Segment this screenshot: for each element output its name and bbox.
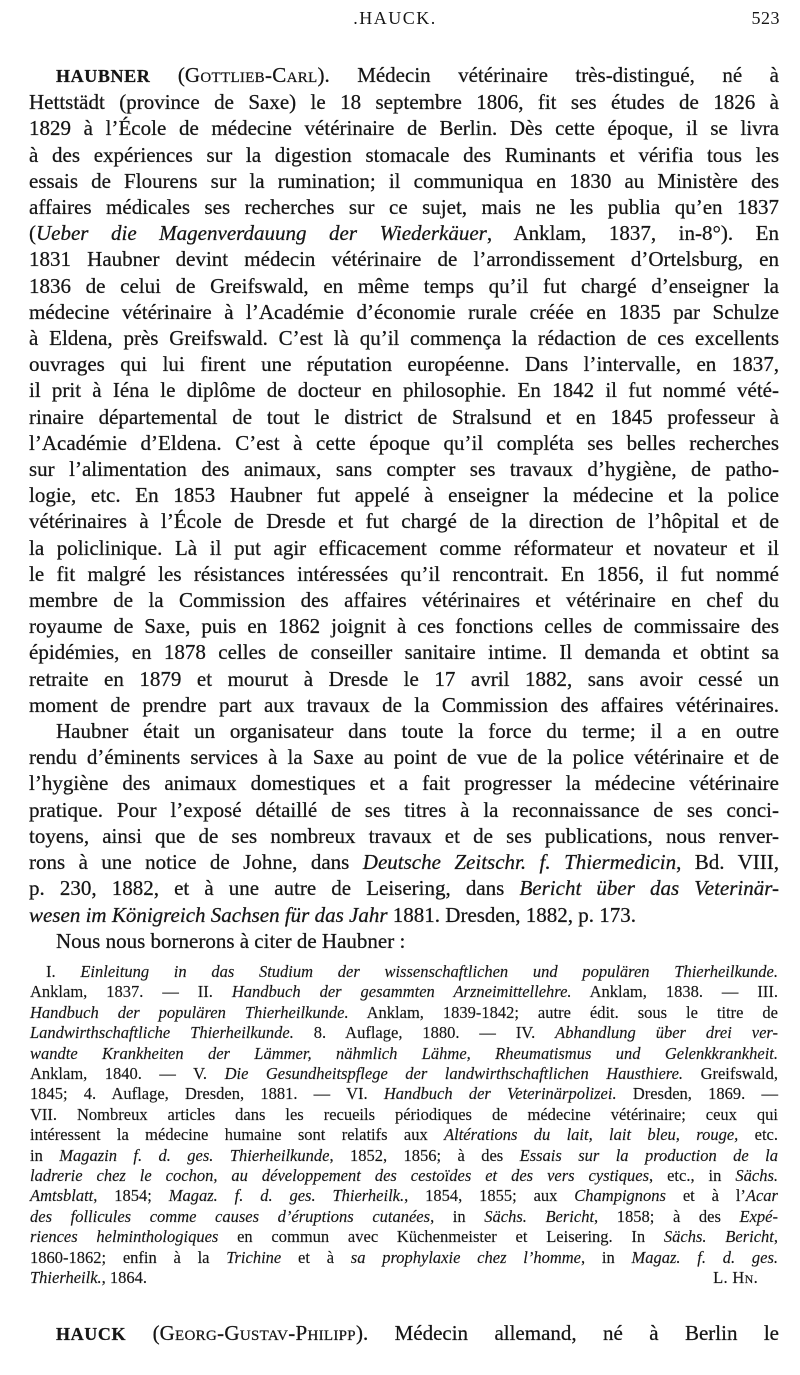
text-run: sur l’alimentation des animaux, sans compter ses travaux d’hygiène, de patho- (29, 457, 779, 482)
italic-title: Acar (745, 1186, 778, 1206)
text-line (29, 351, 779, 377)
text-line (29, 849, 779, 875)
text-run: à Eldena, près Greifswald. C’est là qu’il commença la rédaction de ces excellents (29, 326, 779, 351)
text-line (29, 456, 779, 482)
italic-title: Amtsblatt (30, 1186, 94, 1206)
text-line (29, 273, 779, 299)
text-run: , 1854, 1855; aux (404, 1186, 575, 1206)
text-run: Nous nous bornerons à citer de Haubner : (56, 928, 406, 953)
text-run: vétérinaires à l’École de Dresde et fut chargé de la direction de l’hôpital et de (29, 509, 779, 534)
text-run: membre de la Commission des affaires vétérinaires et vétérinaire en chef du (29, 588, 779, 613)
text-run: etc. (738, 1125, 778, 1145)
text-run: Anklam, 1840. — V. (30, 1064, 225, 1084)
italic-title: Die Gesundheitspflege der landwirthschaftlichen Hausthiere. (224, 1064, 684, 1084)
page-number: 523 (751, 8, 780, 28)
text-run: moment de prendre part aux travaux de la Commission des affaires vétérinaires. (29, 692, 779, 717)
text-line (29, 62, 779, 89)
paragraph (29, 62, 779, 718)
text-run: 8. Auflage, 1880. — IV. (293, 1023, 556, 1043)
text-run: affaires médicales ses recherches sur ce sujet, mais ne les publia qu’en 1837 (29, 195, 779, 220)
text-run: pratique. Pour l’exposé détaillé de ses titres à la reconnaissance de ses conci- (29, 797, 779, 822)
text-run: rons à une notice de Johne, dans (29, 850, 363, 875)
italic-title: Sächs. (735, 1166, 778, 1186)
text-run: 1831 Haubner devint médecin vétérinaire de l’arrondissement d’Ortelsburg, en (29, 247, 779, 272)
italic-title: Champignons (574, 1186, 666, 1206)
italic-title: sa prophylaxie chez l’homme (350, 1247, 581, 1267)
text-line (30, 1105, 778, 1125)
text-run: Anklam, 1838. — III. (571, 982, 778, 1002)
text-run: il prit à Iéna le diplôme de docteur en philosophie. En 1842 il fut nommé vété- (29, 378, 779, 403)
text-line (29, 613, 779, 639)
text-line (30, 1166, 778, 1186)
text-run: ouvrages qui lui firent une réputation européenne. Dans l’intervalle, en 1837, (29, 352, 779, 377)
italic-title: Bericht über das Veterinär- (519, 876, 779, 901)
text-run: retraite en 1879 et mourut à Dresde le 17 avril 1882, sans avoir cessé un (29, 666, 779, 691)
text-line (29, 692, 779, 718)
text-line (29, 639, 779, 665)
text-line (29, 115, 779, 141)
running-header (0, 5, 800, 31)
running-title: .HAUCK. (353, 8, 437, 28)
text-run: , 1854; (93, 1186, 169, 1206)
text-line (29, 482, 779, 508)
text-run: Anklam, 1839-1842; autre édit. sous le titre de (348, 1002, 778, 1022)
text-run: ( (29, 221, 36, 246)
text-run: le fit malgré les résistances intéressées qu’il rencontrait. En 1856, il fut nommé (29, 561, 779, 586)
text-run: toyens, ainsi que de ses nombreux travaux et de ses publications, nous renver- (29, 823, 779, 848)
text-line (30, 982, 778, 1002)
text-run: , 1852, 1856; à des (329, 1145, 520, 1165)
text-run: ( (126, 1321, 160, 1345)
text-run: et à l’ (665, 1186, 746, 1206)
text-line (29, 299, 779, 325)
italic-title: des follicules comme causes d’éruptions cutanées (30, 1206, 431, 1226)
text-run: l’hygiène des animaux domestiques et a fait progresser la médecine vétérinaire (29, 771, 779, 796)
text-run: p. 230, 1882, et à une autre de Leisering, dans (29, 876, 520, 901)
entry-headword: HAUBNER (56, 66, 151, 86)
text-run: ). Médecin allemand, né à Berlin le (355, 1321, 779, 1345)
italic-title: Ueber die Magenverdauung der Wiederkäuer (36, 221, 487, 246)
text-line (30, 1146, 778, 1166)
bibliography (30, 962, 778, 1289)
text-run: 1845; 4. Auflage, Dresden, 1881. — VI. (30, 1084, 384, 1104)
text-run: I. (46, 962, 81, 981)
text-line (29, 587, 779, 613)
text-run: Dresden, 1869. — (616, 1084, 779, 1104)
text-run: 1860-1862; enfin à la (30, 1247, 227, 1267)
text-run: ). Médecin vétérinaire très-distingué, né à (317, 63, 780, 87)
italic-title: Deutsche Zeitschr. f. Thiermedicin (362, 850, 677, 875)
text-run: essais de Flourens sur la rumination; il communiqua en 1830 au Ministère des (29, 168, 779, 193)
text-line (30, 1268, 778, 1288)
text-run: , 1864. (101, 1268, 148, 1288)
text-run: ( (150, 63, 185, 87)
text-run: la policlinique. Là il put agir efficacement comme réformateur et novateur et il (29, 535, 779, 560)
text-line (29, 142, 779, 168)
text-line (30, 1186, 778, 1206)
text-line (29, 89, 779, 115)
text-run: logie, etc. En 1853 Haubner fut appelé à enseigner la médecine et la police (29, 483, 779, 508)
text-line (29, 194, 779, 220)
text-line (29, 823, 779, 849)
italic-title: Magazin f. d. ges. Thierheilkunde (59, 1145, 330, 1165)
italic-title: Trichine (226, 1247, 282, 1267)
text-run: , (773, 1227, 778, 1247)
italic-title: Altérations du lait, lait bleu, rouge, (444, 1125, 739, 1145)
text-run: royaume de Saxe, puis en 1862 joignit à ces fonctions celles de commissaire des (29, 614, 779, 639)
italic-title: wesen im Königreich Sachsen für das Jahr (29, 902, 388, 927)
text-run: , 1858; à des (594, 1206, 740, 1226)
text-line (30, 1125, 778, 1145)
entry-hauck (29, 1320, 779, 1347)
text-run: à des expériences sur la digestion stomacale des Ruminants et vérifia tous les (29, 142, 779, 167)
text-run: Haubner était un organisateur dans toute la force du terme; il a en outre (56, 719, 779, 744)
text-run: , Bd. VIII, (676, 850, 779, 875)
text-run: Hettstädt (province de Saxe) le 18 septembre 1806, fit ses études de 1826 à (29, 90, 779, 115)
italic-title: ladrerie chez le cochon, au développement des cestoïdes et des vers cystiques (30, 1166, 650, 1186)
text-line (29, 718, 779, 744)
text-run: rinaire départemental de tout le district de Stralsund et en 1845 professeur à (29, 404, 779, 429)
text-line (29, 875, 779, 901)
italic-title: Handbuch der gesammten Arzneimittellehre. (231, 982, 572, 1002)
text-line (29, 377, 779, 403)
text-line (30, 962, 778, 982)
italic-title: wandte Krankheiten der Lämmer, nähmlich Lähme, Rheumatismus und Gelenkkrankheit. (30, 1043, 778, 1063)
author-signature: L. Hn. (713, 1268, 758, 1288)
italic-title: Abhandlung über drei ver- (555, 1023, 778, 1043)
italic-title: Sächs. Bericht (484, 1206, 595, 1226)
text-line (29, 928, 779, 954)
text-line (30, 1023, 778, 1043)
text-run: 1829 à l’École de médecine vétérinaire de Berlin. Dès cette époque, il se livra (29, 116, 779, 141)
paragraph (29, 928, 779, 954)
text-run: , in (580, 1247, 632, 1267)
text-line (29, 1320, 779, 1347)
italic-title: Magaz. f. d. ges. (631, 1247, 778, 1267)
text-line (30, 1248, 778, 1268)
text-line (30, 1084, 778, 1104)
text-line (29, 220, 779, 246)
text-run: 1836 de celui de Greifswald, en même temps qu’il fut chargé d’enseigner la (29, 273, 779, 298)
text-line (30, 1064, 778, 1084)
text-run: intéressent la médecine humaine sont relatifs aux (30, 1125, 445, 1145)
text-line (29, 666, 779, 692)
paragraph (29, 718, 779, 928)
text-line (30, 1207, 778, 1227)
text-line (30, 1003, 778, 1023)
italic-title: Essais sur la production de la (519, 1145, 778, 1165)
text-line (29, 535, 779, 561)
text-line (29, 325, 779, 351)
text-run: 1881. Dresden, 1882, p. 173. (387, 902, 637, 927)
entry-haubner-body (29, 62, 779, 954)
text-run: rendu d’éminents services à la Saxe au point de vue de la police vétérinaire et de (29, 745, 779, 770)
text-line (29, 168, 779, 194)
text-line (29, 246, 779, 272)
text-run: médecine vétérinaire à l’Académie d’économie rurale créée en 1835 par Schulze (29, 299, 779, 324)
text-run: , in (430, 1206, 485, 1226)
italic-title: Handbuch der Veterinärpolizei. (383, 1084, 617, 1104)
italic-title: Thierheilk. (30, 1268, 102, 1288)
italic-title: Sächs. Bericht (663, 1227, 774, 1247)
italic-title: Magaz. f. d. ges. Thierheilk. (168, 1186, 405, 1206)
text-line (30, 1044, 778, 1064)
text-line (29, 797, 779, 823)
text-run: VII. Nombreux articles dans les recueils périodiques de médecine vétérinaire; ceux qui (30, 1104, 778, 1124)
text-line (29, 404, 779, 430)
text-line (29, 430, 779, 456)
text-run: Anklam, 1837. — II. (30, 982, 232, 1002)
text-line (29, 770, 779, 796)
text-line (29, 561, 779, 587)
text-run: l’Académie d’Eldena. C’est à cette époque qu’il compléta ses belles recherches (29, 430, 779, 455)
text-run: et à (281, 1247, 351, 1267)
small-caps-name: Gottlieb-Carl (184, 63, 318, 87)
small-caps-name: Georg-Gustav-Philipp (159, 1321, 356, 1345)
italic-title: riences helminthologiques (30, 1227, 219, 1247)
text-line (29, 902, 779, 928)
text-run: , etc., in (649, 1166, 736, 1186)
text-run: Greifswald, (683, 1064, 779, 1084)
text-run: épidémies, en 1878 celles de conseiller sanitaire intime. Il demanda et obtint sa (29, 640, 779, 665)
entry-headword: HAUCK (56, 1324, 127, 1344)
italic-title: Landwirthschaftliche Thierheilkunde. (30, 1023, 294, 1043)
italic-title: Expé- (739, 1206, 778, 1226)
paragraph (29, 1320, 779, 1347)
text-run: en commun avec Küchenmeister et Leisering. In (218, 1227, 664, 1247)
italic-title: Einleitung in das Studium der wissenschaftlichen und populären Thierheilkunde. (80, 962, 778, 981)
text-line (29, 744, 779, 770)
text-line (30, 1227, 778, 1247)
text-run: in (30, 1145, 60, 1165)
text-run: , Anklam, 1837, in-8°). En (486, 221, 779, 246)
italic-title: Handbuch der populären Thierheilkunde. (30, 1002, 349, 1022)
text-line (29, 508, 779, 534)
